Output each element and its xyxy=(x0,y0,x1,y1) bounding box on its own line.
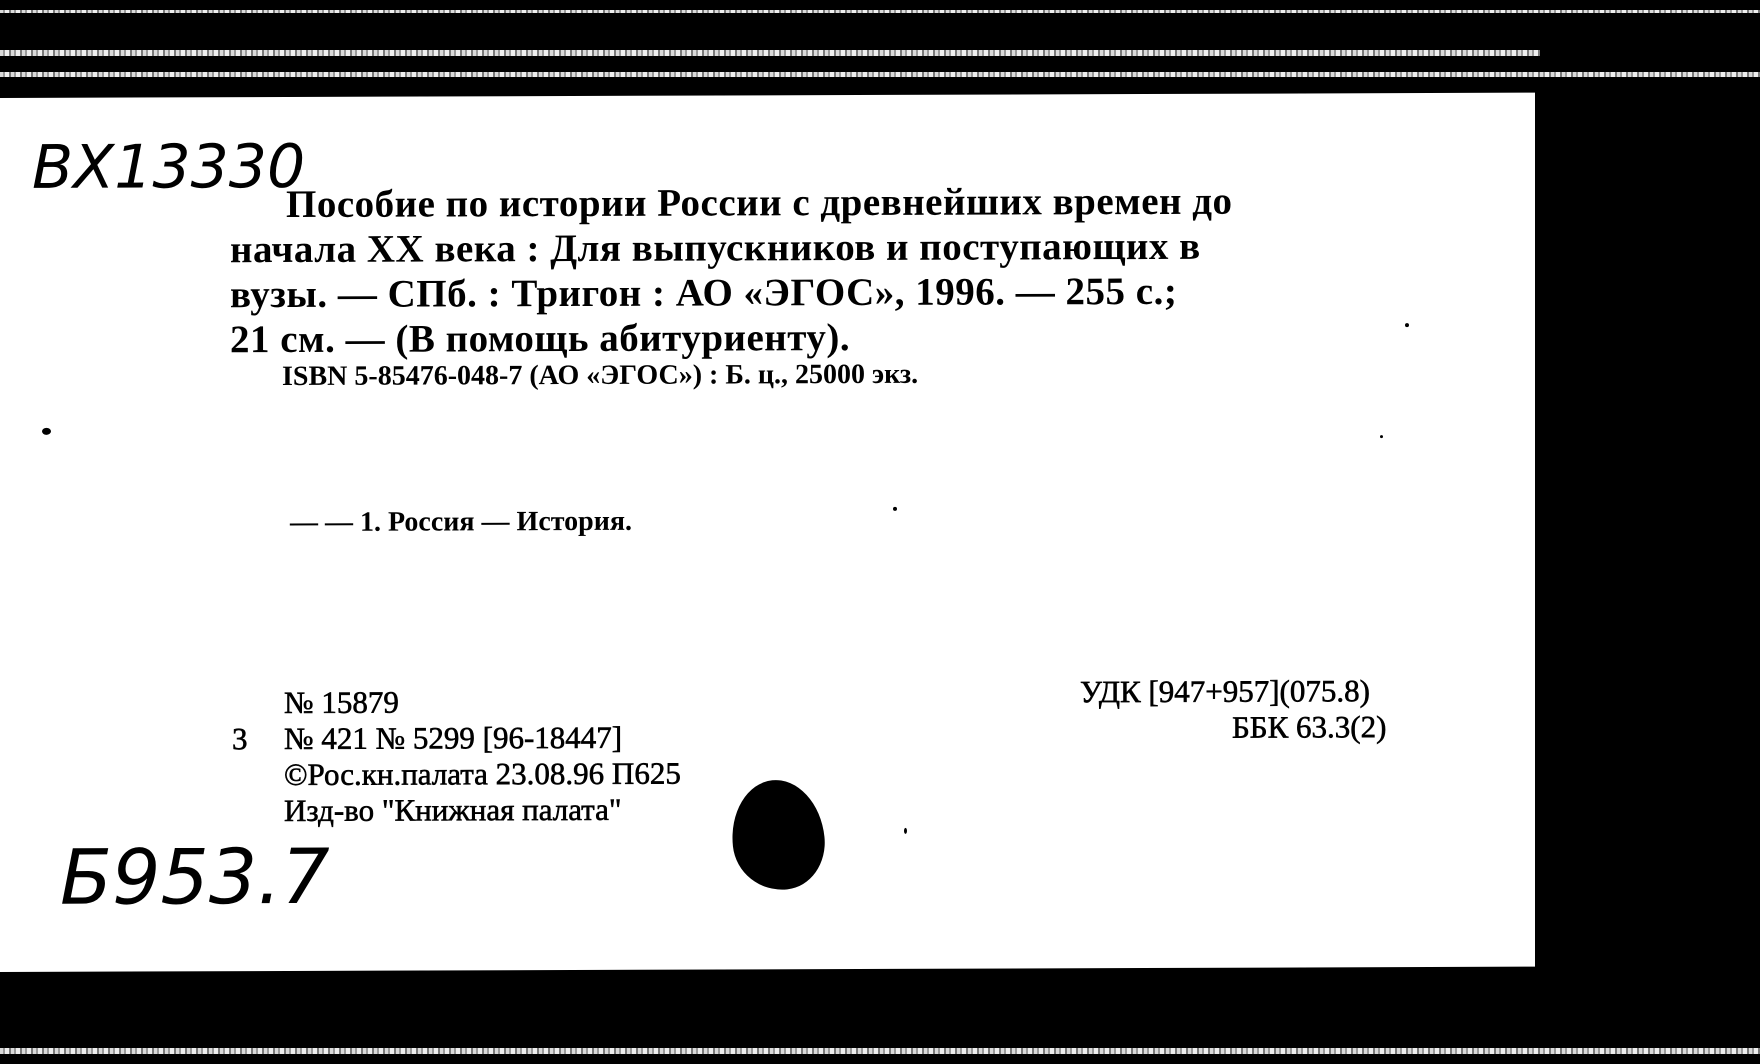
copy-count: 3 xyxy=(232,721,248,757)
copyright-line: ©Рос.кн.палата 23.08.96 П625 xyxy=(284,755,681,793)
bbk-classification: ББК 63.3(2) xyxy=(1232,709,1387,745)
publisher-line: Изд-во "Книжная палата" xyxy=(284,791,622,829)
film-edge-stripe xyxy=(0,50,1540,56)
registration-numbers: № 421 № 5299 [96-18447] xyxy=(284,719,623,757)
film-edge-stripe xyxy=(0,10,1760,13)
isbn-line: ISBN 5-85476-048-7 (АО «ЭГОС») : Б. ц., 25000 экз. xyxy=(282,358,919,393)
scan-speck xyxy=(1405,323,1409,327)
record-number: № 15879 xyxy=(284,684,399,721)
handwritten-call-number: ВХ13330 xyxy=(32,131,306,203)
description-line-3: вузы. — СПб. : Тригон : АО «ЭГОС», 1996. — 255 с.; xyxy=(230,269,1178,317)
description-line-4: 21 см. — (В помощь абитуриенту). xyxy=(230,316,851,362)
film-edge-stripe xyxy=(0,72,1760,77)
scan-speck xyxy=(893,507,897,511)
scan-speck xyxy=(904,828,907,834)
scan-speck xyxy=(42,428,51,435)
scan-speck xyxy=(1380,435,1383,438)
film-edge-stripe xyxy=(0,1048,1760,1054)
udk-classification: УДК [947+957](075.8) xyxy=(1080,673,1370,710)
description-line-2: начала XX века : Для выпускников и поступающих в xyxy=(230,224,1201,272)
handwritten-shelf-code: Б953.7 xyxy=(60,831,330,922)
description-line-1: Пособие по истории России с древнейших времен до xyxy=(286,179,1233,227)
subject-heading-line: — — 1. Россия — История. xyxy=(290,505,632,538)
